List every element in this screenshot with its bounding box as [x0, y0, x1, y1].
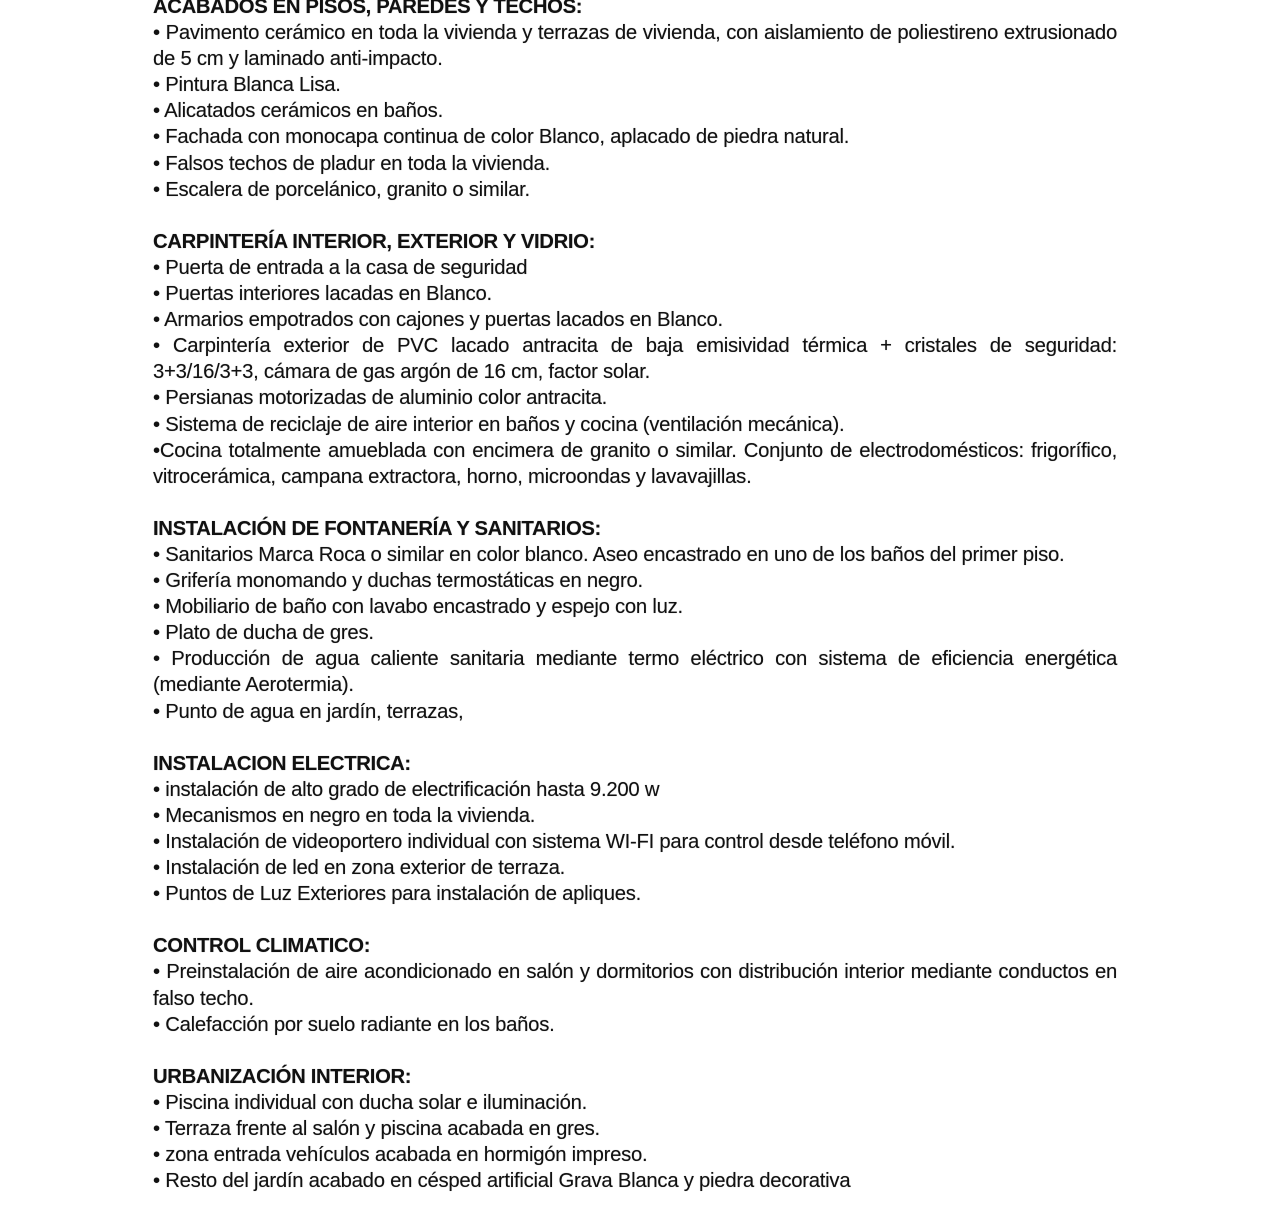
specifications-document — [153, 0, 1117, 1220]
list-item: • Persianas motorizadas de aluminio color antracita. — [153, 387, 608, 410]
list-item: • Puertas interiores lacadas en Blanco. — [153, 283, 492, 306]
list-item: • Fachada con monocapa continua de color Blanco, aplacado de piedra natural. — [153, 126, 850, 149]
list-item: • Puerta de entrada a la casa de seguridad — [153, 256, 528, 279]
list-item: • Sistema de reciclaje de aire interior en baños y cocina (ventilación mecánica). — [153, 413, 845, 436]
list-item: • Carpintería exterior de PVC lacado antracita de baja emisividad térmica + cristales de seguridad: 3+3/16/3+3, cámara de gas argón de 16 cm, factor solar. — [153, 335, 1117, 384]
section-electrica — [153, 751, 1117, 908]
list-item: • Calefacción por suelo radiante en los baños. — [153, 1013, 555, 1036]
section-fontaneria — [153, 516, 1117, 725]
list-item: • Mecanismos en negro en toda la vivienda. — [153, 804, 536, 827]
list-item: • Pintura Blanca Lisa. — [153, 74, 341, 97]
list-item: • Sanitarios Marca Roca o similar en color blanco. Aseo encastrado en uno de los baños del primer piso. — [153, 543, 1065, 566]
list-item: • Mobiliario de baño con lavabo encastrado y espejo con luz. — [153, 596, 683, 619]
list-item: • Puntos de Luz Exteriores para instalación de apliques. — [153, 883, 642, 906]
section-heading: INSTALACION ELECTRICA: — [153, 752, 411, 775]
list-item: • instalación de alto grado de electrificación hasta 9.200 w — [153, 778, 660, 801]
list-item: • Falsos techos de pladur en toda la vivienda. — [153, 152, 550, 175]
list-item: • Escalera de porcelánico, granito o similar. — [153, 178, 530, 201]
list-item: • Instalación de led en zona exterior de terraza. — [153, 857, 565, 880]
list-item: • Preinstalación de aire acondicionado en salón y dormitorios con distribución interior mediante conductos en falso techo. — [153, 961, 1117, 1010]
list-item: • Resto del jardín acabado en césped artificial Grava Blanca y piedra decorativa — [153, 1170, 851, 1193]
list-item: • Piscina individual con ducha solar e iluminación. — [153, 1091, 588, 1114]
list-item: • Alicatados cerámicos en baños. — [153, 100, 443, 123]
list-item: •Cocina totalmente amueblada con encimera de granito o similar. Conjunto de electrodomésticos: frigorífico, vitrocerámica, campana extractora, horno, microondas y lavavajillas. — [153, 439, 1117, 488]
section-heading: CONTROL CLIMATICO: — [153, 935, 371, 958]
list-item: • Plato de ducha de gres. — [153, 622, 374, 645]
section-heading: URBANIZACIÓN INTERIOR: — [153, 1065, 412, 1088]
list-item: • Armarios empotrados con cajones y puertas lacados en Blanco. — [153, 309, 723, 332]
section-heading: INSTALACIÓN DE FONTANERÍA Y SANITARIOS: — [153, 517, 601, 540]
list-item: • Terraza frente al salón y piscina acabada en gres. — [153, 1118, 600, 1141]
section-heading: CARPINTERÍA INTERIOR, EXTERIOR Y VIDRIO: — [153, 230, 596, 253]
section-heading: ACABADOS EN PISOS, PAREDES Y TECHOS: — [153, 0, 583, 18]
list-item: • Pavimento cerámico en toda la vivienda y terrazas de vivienda, con aislamiento de poliestireno extrusionado de 5 cm y laminado anti-impacto. — [153, 22, 1117, 71]
list-item: • Punto de agua en jardín, terrazas, — [153, 700, 464, 723]
section-acabados — [153, 0, 1117, 203]
list-item: • Grifería monomando y duchas termostáticas en negro. — [153, 570, 643, 593]
section-carpinteria — [153, 229, 1117, 490]
list-item: • Producción de agua caliente sanitaria mediante termo eléctrico con sistema de eficiencia energética (mediante Aerotermia). — [153, 648, 1117, 697]
list-item: • zona entrada vehículos acabada en hormigón impreso. — [153, 1144, 648, 1167]
section-climatico — [153, 933, 1117, 1037]
section-urbanizacion — [153, 1064, 1117, 1194]
list-item: • Instalación de videoportero individual con sistema WI-FI para control desde teléfono móvil. — [153, 831, 956, 853]
